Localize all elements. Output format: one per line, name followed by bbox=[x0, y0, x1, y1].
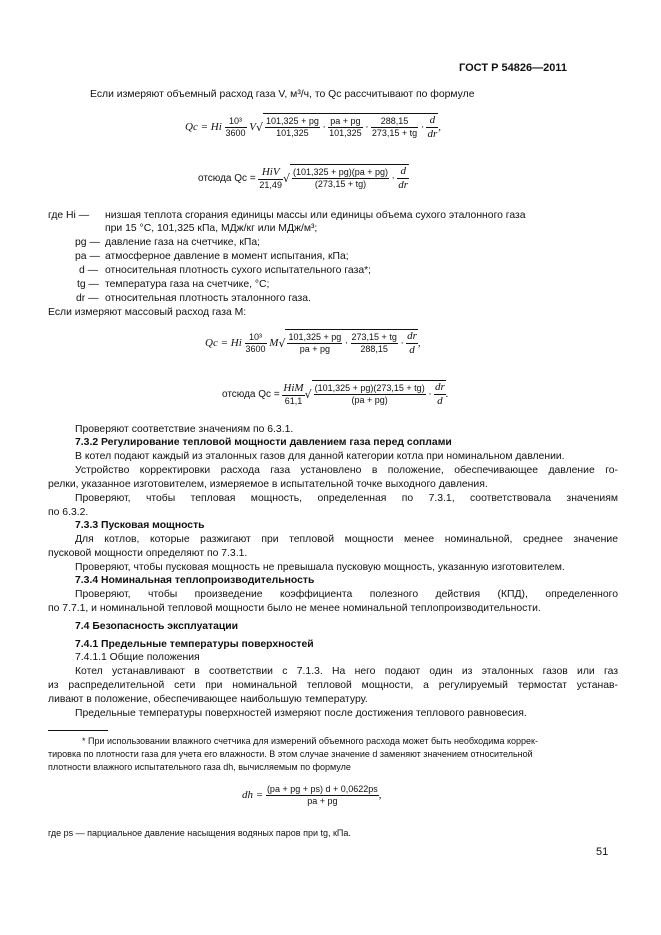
formula-2-d-num: d bbox=[397, 165, 409, 179]
def-d-symbol: d — bbox=[79, 265, 99, 276]
formula-footnote-num: (pa + pg + ps) d + 0,0622ps bbox=[266, 784, 378, 794]
intro-volumetric: Если измеряют объемный расход газа V, м³/ч, то Qc рассчитывают по формуле bbox=[90, 89, 475, 100]
formula-4-d-num: dr bbox=[434, 381, 446, 395]
heading-7-4-1: 7.4.1 Предельные температуры поверхностей bbox=[75, 639, 314, 650]
formula-2-sq-num: (101,325 + pg)(pa + pg) bbox=[292, 167, 389, 178]
page-number: 51 bbox=[596, 846, 609, 858]
heading-7-4-1-1: 7.4.1.1 Общие положения bbox=[75, 652, 200, 663]
heading-7-3-3: 7.3.3 Пусковая мощность bbox=[75, 520, 205, 531]
formula-1-f2-num: pa + pg bbox=[328, 116, 363, 128]
formula-1-f4-den: dr bbox=[427, 128, 438, 141]
formula-4-prefix: отсюда Qc = bbox=[222, 388, 280, 400]
formula-1: Qc = Hi $\frac{\text{10³}}{3600}$ V√ $\frac{101,325 + pg}{101,325}$ · $\frac{pa + pg}{101,325}$ · $\frac{288,15}{273,15 + tg}$ · $\frac{d}{dr}$ , bbox=[185, 114, 441, 141]
footnote-separator bbox=[48, 730, 108, 731]
def-d-text: относительная плотность сухого испытательного газа*; bbox=[105, 265, 372, 276]
def-pg-symbol: pg — bbox=[75, 237, 100, 248]
sqrt-icon: √ bbox=[278, 336, 286, 350]
para-7-3-2-2b: релки, указанное изготовителем, измеряемое в испытательной точке выходного давления. bbox=[48, 479, 488, 490]
formula-4-num: HiM bbox=[282, 382, 304, 396]
def-dr-symbol: dr — bbox=[76, 293, 99, 304]
formula-3-f3-num: dr bbox=[406, 330, 418, 344]
formula-2-d-den: dr bbox=[398, 179, 409, 192]
formula-1-var: V bbox=[249, 120, 257, 133]
para-7-3-3-1b: пусковой мощности определяют по 7.3.1. bbox=[48, 548, 248, 559]
footnote-line-3: плотности влажного испытательного газа dh, вычисляемым по формуле bbox=[48, 762, 351, 772]
para-7-3-2-2a: Устройство корректировки расхода газа установлено в положение, обеспечивающее давление го- bbox=[75, 465, 618, 476]
formula-4-sq-num: (101,325 + pg)(273,15 + tg) bbox=[314, 383, 425, 394]
formula-3-f1-den: pa + pg bbox=[299, 344, 331, 355]
formula-1-f1-num: 101,325 + pg bbox=[266, 116, 319, 127]
standard-header: ГОСТ Р 54826—2011 bbox=[459, 62, 567, 74]
formula-3-f2-num: 273,15 + tg bbox=[351, 332, 397, 343]
formula-4-d-den: d bbox=[437, 395, 443, 408]
formula-footnote: dh = $\frac{(pa + pg + ps) d + 0,0622ps}{pa + pg}$ , bbox=[242, 784, 382, 806]
footnote-line-1: * При использовании влажного счетчика для измерений объемного расхода может быть необходима коррек- bbox=[82, 736, 538, 746]
formula-3-f2-den: 288,15 bbox=[360, 344, 388, 355]
formula-2 bbox=[198, 164, 409, 193]
formula-2-den: 21,49 bbox=[259, 180, 282, 191]
def-tg-symbol: tg — bbox=[77, 279, 99, 290]
para-7-3-2-3a: Проверяют, чтобы тепловая мощность, определенная по 7.3.1, соответствовала значениям bbox=[75, 493, 618, 504]
formula-3-coef-den: 3600 bbox=[245, 343, 266, 354]
footnote-where: где ps — парциальное давление насыщения водяных паров при tg, кПа. bbox=[48, 828, 351, 838]
para-7-3-3-2: Проверяют, чтобы пусковая мощность не превышала пусковую мощность, указанную изготовителем. bbox=[75, 562, 565, 573]
heading-7-3-2: 7.3.2 Регулирование тепловой мощности давлением газа перед соплами bbox=[75, 437, 452, 448]
heading-7-4: 7.4 Безопасность эксплуатации bbox=[75, 621, 239, 632]
formula-2-root: $\frac{(101,325 + pg)(pa + pg)}{(273,15 + tg)}$ · $\frac{d}{dr}$ bbox=[290, 164, 409, 193]
formula-1-coef-den: 3600 bbox=[225, 127, 246, 138]
formula-3: Qc = Hi $\frac{\text{10³}}{3600}$ M√ $\frac{101,325 + pg}{pa + pg}$ · $\frac{273,15 + tg}{288,15}$ · $\frac{dr}{d}$ , bbox=[205, 330, 421, 357]
def-hi-text: низшая теплота сгорания единицы массы или единицы объема сухого эталонного газа bbox=[105, 210, 526, 221]
formula-2-sq-den: (273,15 + tg) bbox=[314, 179, 367, 190]
formula-3-lhs: Qc = Hi bbox=[205, 336, 242, 349]
formula-1-f4-num: d bbox=[426, 114, 438, 128]
para-7-3-3-1a: Для котлов, которые разжигают при тепловой мощности менее номинальной, среднее значение bbox=[75, 534, 618, 545]
formula-1-coef-num: 10³ bbox=[225, 116, 247, 128]
formula-2-num: HiV bbox=[258, 166, 283, 180]
sqrt-icon: √ bbox=[282, 171, 290, 185]
formula-4-sq-den: (pa + pg) bbox=[351, 395, 388, 406]
formula-3-coef-num: 10³ bbox=[245, 332, 267, 344]
footnote-line-2: тировка по плотности газа для учета его влажности. В этом случае значение d заменяют значением относительной bbox=[48, 749, 533, 759]
formula-1-f3-den: 273,15 + tg bbox=[371, 128, 418, 139]
def-pa-symbol: pa — bbox=[75, 251, 100, 262]
formula-3-f3-den: d bbox=[409, 344, 415, 357]
def-tg-text: температура газа на счетчике, °С; bbox=[105, 279, 270, 290]
formula-4: отсюда Qc = $\frac{\text{HiM}}{61,1}$ √ $\frac{(101,325 + pg)(273,15 + tg)}{(pa + pg)}$ · $\frac{dr}{d}$ . bbox=[222, 381, 449, 408]
para-7-4-1-1b: из распределительной сети при номинальной тепловой мощности, а регулируемый термостат устанав- bbox=[48, 680, 618, 691]
def-dr-text: относительная плотность эталонного газа. bbox=[105, 293, 311, 304]
para-7-4-1-1a: Котел устанавливают в соответствии с 7.1.3. На него подают один из эталонных газов или газ bbox=[75, 666, 618, 677]
sqrt-icon: √ bbox=[304, 387, 312, 401]
formula-3-root: $\frac{101,325 + pg}{pa + pg}$ · $\frac{273,15 + tg}{288,15}$ · $\frac{dr}{d}$ bbox=[285, 329, 417, 358]
intro-mass: Если измеряют массовый расход газа M: bbox=[48, 307, 247, 318]
formula-1-lhs: Qc = Hi bbox=[185, 120, 222, 133]
formula-3-f1-num: 101,325 + pg bbox=[288, 332, 342, 343]
formula-4-root: $\frac{(101,325 + pg)(273,15 + tg)}{(pa + pg)}$ · $\frac{dr}{d}$ bbox=[312, 380, 446, 409]
para-7-3-2-3b: по 6.3.2. bbox=[48, 507, 89, 518]
formula-footnote-lhs: dh = bbox=[242, 789, 264, 801]
formula-1-root: $\frac{101,325 + pg}{101,325}$ · $\frac{pa + pg}{101,325}$ · $\frac{288,15}{273,15 + tg}$ · $\frac{d}{dr}$ bbox=[263, 113, 438, 142]
para-check-631: Проверяют соответствие значениям по 6.3.1. bbox=[75, 424, 294, 435]
formula-footnote-den: pa + pg bbox=[307, 795, 338, 806]
formula-3-var: M bbox=[269, 336, 279, 349]
formula-2-prefix: отсюда Qc = bbox=[198, 172, 256, 184]
para-7-3-4-1a: Проверяют, чтобы произведение коэффициента полезного действия (КПД), определенного bbox=[75, 589, 618, 600]
para-7-4-1-2: Предельные температуры поверхностей измеряют после достижения теплового равновесия. bbox=[75, 708, 527, 719]
para-7-4-1-1c: ливают в положение, обеспечивающее наибольшую температуру. bbox=[48, 694, 368, 705]
def-pa-text: атмосферное давление в момент испытания, кПа; bbox=[105, 251, 349, 262]
def-hi-symbol: где Hi — bbox=[48, 210, 90, 221]
formula-1-f3-num: 288,15 bbox=[371, 116, 418, 128]
formula-1-f1-den: 101,325 bbox=[276, 128, 309, 139]
def-hi-text-cont: при 15 °С, 101,325 кПа, МДж/кг или МДж/м³; bbox=[105, 223, 318, 234]
heading-7-3-4: 7.3.4 Номинальная теплопроизводительность bbox=[75, 575, 315, 586]
sqrt-icon: √ bbox=[256, 120, 264, 134]
para-7-3-4-1b: по 7.7.1, и номинальной тепловой мощности было не менее номинальной теплопроизводительности. bbox=[48, 603, 541, 614]
formula-1-f2-den: 101,325 bbox=[329, 128, 362, 139]
formula-4-den: 61,1 bbox=[284, 396, 303, 407]
para-7-3-2-1: В котел подают каждый из эталонных газов для данной категории котла при номинальном давлении. bbox=[75, 451, 565, 462]
def-pg-text: давление газа на счетчике, кПа; bbox=[105, 237, 261, 248]
